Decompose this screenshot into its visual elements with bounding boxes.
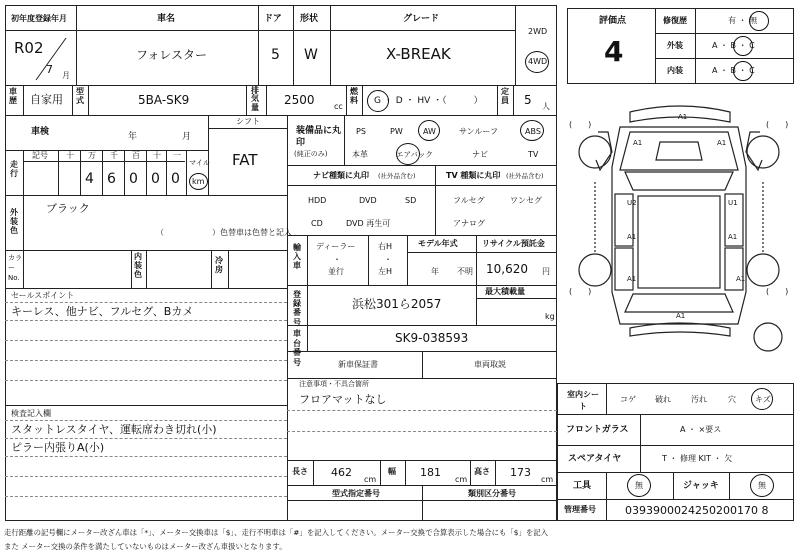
max-load-kg: kg [545,312,555,321]
diag-paren-3: ( ) [569,287,592,296]
capacity-value: 5 [524,93,532,107]
inspection-notes-label: 検査記入欄 [11,409,51,418]
digit-1: 4 [85,171,94,187]
grade-label: グレード [403,14,440,24]
import-left-h: 左H [378,267,393,276]
sales-point-label: セールスポイント [11,291,75,300]
digit-header-6: 一 [173,151,181,160]
equipment-label: 装備品に丸印 [296,126,342,148]
mileage-label: 走行 [10,160,18,178]
model-label: 型式 [76,87,84,105]
digit-4: 0 [151,171,160,187]
mgmt-value: 0393900024250200170 8 [625,504,769,517]
model-year-label: モデル年式 [418,239,458,248]
door-label: ドア [264,14,282,24]
diag-a1-hood-left: A1 [633,139,643,147]
mgmt-label: 管理番号 [564,505,596,514]
diag-paren-1: ( ) [569,120,592,129]
length-cm: cm [364,475,377,484]
spare-options: T ・ 修理 KIT ・ 欠 [662,454,733,463]
inspection-notes-line1: スタットレスタイヤ、運転席わき切れ(小) [11,423,217,436]
first-reg-label: 初年度登録年月 [11,14,67,23]
repair-options: 有 ・ 無 [728,16,758,25]
color-label: 外装色 [10,208,18,236]
sales-point-value: キーレス、他ナビ、フルセグ、Bカメ [11,305,194,318]
chassis-value: SK9-038593 [395,331,469,345]
digit-header-3: 千 [110,151,118,160]
digit-header-4: 百 [132,151,140,160]
seat-ana: 穴 [728,395,736,404]
shift-value: FAT [232,151,258,169]
import-parallel: 並行 [328,267,344,276]
name-label: 車名 [157,14,176,24]
tools-label: 工具 [573,481,592,491]
inspection-month: 月 [182,132,192,142]
usage-label: 車歴 [9,87,17,105]
equip-abs: ABS [525,127,541,136]
interior-label: 内装 [667,66,683,75]
car-name: フォレスター [136,48,208,62]
nav-dvd: DVD [359,196,377,205]
nav-type-label: ナビ種類に丸印 [313,171,369,180]
inspection-year: 年 [128,132,138,142]
height-cm: cm [541,475,554,484]
tv-analog: アナログ [453,219,485,228]
first-reg-month: 7 [46,63,53,76]
jack-value: 無 [758,481,766,490]
car-damage-diagram [560,92,798,382]
diag-a1-hood-right: A1 [717,139,727,147]
nav-hdd: HDD [308,196,327,205]
windshield-label: フロントガラス [566,425,629,435]
diag-a1-rear-right: A1 [736,275,746,283]
usage-value: 自家用 [30,93,63,106]
equipment-sub: (純正のみ) [294,150,328,158]
recycle-label: リサイクル預託金 [482,239,545,248]
diag-a1-left: A1 [627,233,637,241]
nav-dvd-play: DVD 再生可 [346,219,391,228]
seat-kizu: キズ [755,395,771,404]
digit-header-5: 十 [153,151,161,160]
max-load-label: 最大積載量 [485,287,525,296]
digit-header-1: 十 [66,151,74,160]
width-cm: cm [455,475,468,484]
nav-type-sub: (社外品含む) [378,172,416,180]
first-reg-value: R02 [14,39,44,57]
ac-label: 冷房 [215,256,223,275]
tools-value: 無 [635,481,643,490]
diag-a1-right: A1 [728,233,738,241]
drive-2wd: 2WD [528,27,548,36]
footer-line2: また メーター交換の条件を満たしていないものはメーター改ざん車扱いとなります。 [4,542,287,551]
import-dot-2: ・ [384,255,392,264]
drive-4wd: 4WD [528,57,548,66]
equip-navi: ナビ [472,150,488,159]
km-unit: km [192,177,205,186]
shift-label: シフト [236,117,260,126]
capacity-unit: 人 [542,102,550,111]
recycle-yen: 円 [542,267,550,276]
spare-label: スペアタイヤ [568,454,622,464]
fuel-label: 燃料 [350,87,358,105]
windshield-options: A ・ ×要ス [680,425,722,434]
seat-yogore: 汚れ [691,395,707,404]
category-label: 類別区分番号 [468,489,516,498]
equip-tv: TV [528,150,539,159]
type-designation-label: 型式指定番号 [332,489,380,498]
diag-a1-bottom: A1 [676,312,686,320]
tv-type-label: TV 種類に丸印 [446,171,501,180]
diag-a1-top: A1 [678,113,688,121]
displacement-value: 2500 [284,93,315,107]
tv-fullseg: フルセグ [453,196,485,205]
exterior-label: 外装 [667,41,683,50]
repair-label: 修復歴 [663,16,687,25]
equip-pw: PW [390,127,403,136]
digit-header-0: 記号 [32,151,48,160]
jack-label: ジャッキ [683,481,719,491]
tv-type-sub: (社外品含む) [506,172,544,180]
doors-value: 5 [271,47,280,63]
capacity-label: 定員 [501,87,509,105]
model-year-unknown: 不明 [457,267,473,276]
interior-options: A ・ B ・ C [712,66,755,75]
new-car-warranty: 新車保証書 [338,360,378,369]
nav-sd: SD [405,196,417,205]
fuel-options: G ・ D ・ HV ・（ ） [374,96,483,106]
displacement-label: 排気量 [251,86,259,112]
import-label: 輸入車 [293,243,301,270]
diag-a1-rear-left: A1 [627,275,637,283]
model-year-unit: 年 [431,267,439,276]
seat-koge: コゲ [620,395,636,404]
model-value: 5BA-SK9 [138,93,190,107]
notes-value: フロアマットなし [299,393,387,406]
chassis-label: 車台番号 [293,329,301,367]
notes-label: 注意事項・不具合箇所 [299,380,369,388]
equip-leather: 本革 [352,150,368,159]
exterior-options: A ・ B ・ C [712,41,755,50]
diag-u1: U1 [728,199,738,207]
equip-sunroof: サンルーフ [459,127,498,136]
color-no-label: カラーNo. [8,254,22,282]
digit-header-mile: マイル [189,159,210,167]
color-note: （ ）色替車は色替と記入 [156,228,292,237]
diag-paren-2: ( ) [766,120,789,129]
equip-ps: PS [356,127,366,136]
diag-paren-4: ( ) [766,287,789,296]
inspection-notes-line2: ピラー内張りA(小) [11,441,105,454]
import-dealer: ディーラー [316,242,356,251]
registration-label: 登録番号 [293,290,301,327]
width-value: 181 [420,466,441,479]
shape-label: 形状 [300,14,319,24]
color-value: ブラック [46,202,90,215]
seat-yabure: 破れ [655,395,671,404]
width-label: 幅 [388,467,396,476]
import-right-h: 右H [378,242,393,251]
diag-u2: U2 [627,199,637,207]
registration-value: 浜松301ら2057 [352,297,442,311]
recycle-value: 10,620 [486,262,528,276]
vehicle-manual: 車両取説 [474,360,506,369]
month-unit: 月 [62,71,70,80]
interior-color-label: 内装色 [134,252,142,279]
footer-line1: 走行距離の記号欄にメーター改ざん車は「*」、メーター交換車は「$」、走行不明車は「#」を記入してください。メーター交換で合算表示した場合にも「$」を記入 [4,528,549,537]
inspection-label: 車検 [31,127,50,137]
grade-value: X-BREAK [386,45,451,63]
digit-3: 0 [129,171,138,187]
equip-aw: AW [423,127,436,136]
cc-unit: cc [334,102,343,111]
nav-cd: CD [311,219,323,228]
tv-oneseg: ワンセグ [510,196,542,205]
equip-airbag: エアバック [396,150,433,159]
seat-label: 室内シート [567,390,599,411]
import-dot: ・ [333,255,341,264]
height-label: 高さ [474,467,490,476]
shape-value: W [304,47,318,63]
height-value: 173 [510,466,531,479]
rating-label: 評価点 [599,16,627,26]
digit-2: 6 [107,171,116,187]
digit-5: 0 [171,171,180,187]
length-value: 462 [331,466,352,479]
rating-value: 4 [604,35,624,68]
digit-header-2: 万 [88,151,96,160]
length-label: 長さ [292,467,308,476]
